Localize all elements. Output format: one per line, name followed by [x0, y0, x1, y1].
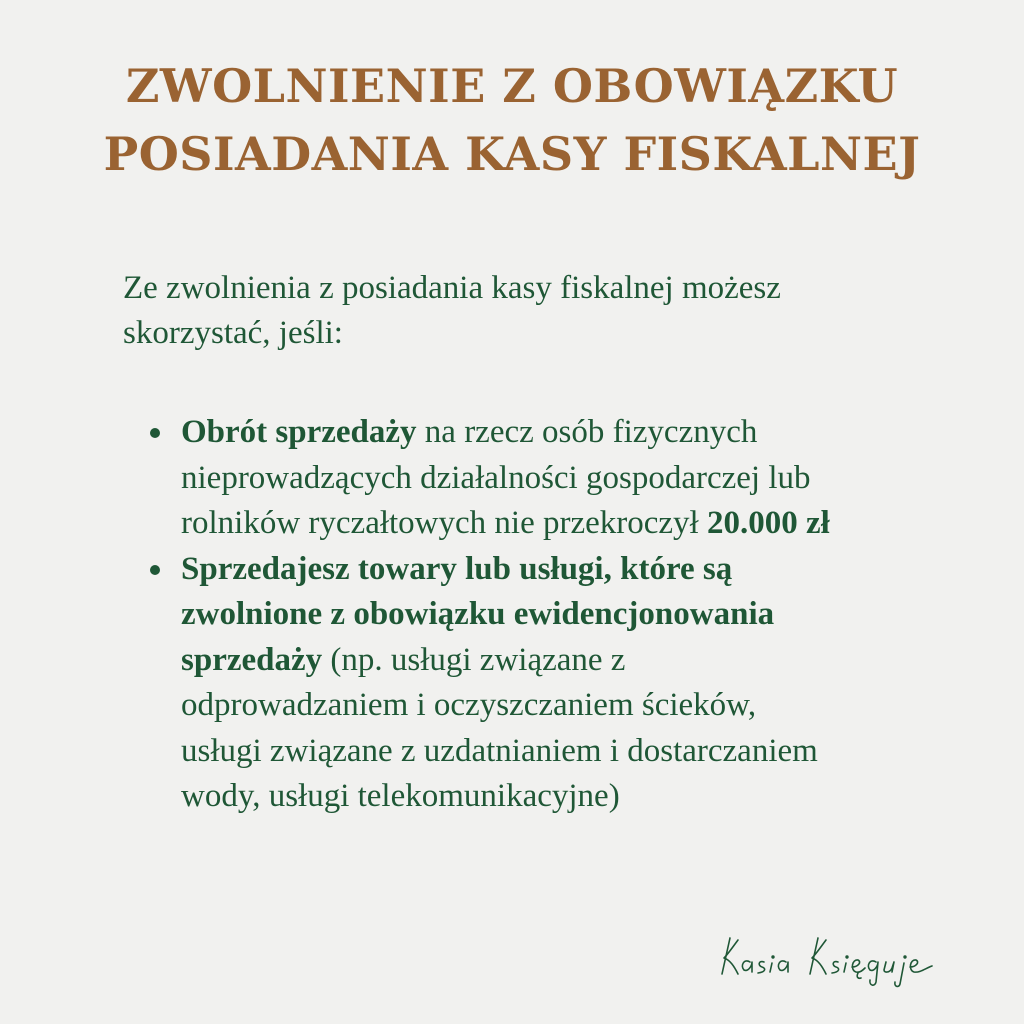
title-line-2: POSIADANIA KASY FISKALNEJ: [103, 127, 921, 181]
bullet-icon: [150, 428, 160, 438]
condition-bold-text: Obrót sprzedaży: [181, 414, 417, 450]
intro-paragraph: [123, 266, 923, 356]
conditions-list: [148, 410, 938, 820]
condition-line: odprowadzaniem i oczyszczaniem ścieków,: [181, 687, 757, 723]
condition-text: na rzecz osób fizycznych: [416, 414, 758, 450]
bullet-icon: [150, 565, 160, 575]
condition-line: usługi związane z uzdatnianiem i dostarczaniem: [181, 732, 818, 769]
title-line-1: ZWOLNIENIE Z OBOWIĄZKU: [125, 59, 899, 113]
condition-line: nieprowadzących działalności gospodarczej lub: [181, 459, 811, 496]
turnover-limit-value: 20.000 zł: [706, 505, 830, 541]
condition-bold-text: zwolnione z obowiązku ewidencjonowania: [181, 596, 775, 632]
condition-line: [181, 592, 938, 638]
intro-line-1: Ze zwolnienia z posiadania kasy fiskalnej możesz: [123, 270, 781, 306]
intro-line-2: skorzystać, jeśli:: [123, 315, 343, 351]
condition-item-turnover: [148, 410, 938, 547]
signature-logo: [700, 930, 980, 990]
condition-text: rolników ryczałtowych nie przekroczył: [181, 505, 707, 541]
condition-text: (np. usługi związane z: [322, 641, 626, 678]
condition-line: [181, 501, 938, 547]
condition-line: wody, usługi telekomunikacyjne): [181, 778, 620, 814]
condition-bold-text: sprzedaży: [181, 641, 323, 678]
condition-line: [181, 410, 938, 456]
condition-bold-text: Sprzedajesz towary lub usługi, które są: [181, 550, 733, 587]
condition-line: [181, 547, 938, 593]
condition-line: [181, 638, 938, 684]
condition-item-exempt-services: [148, 547, 938, 820]
page-title: [0, 52, 1024, 188]
